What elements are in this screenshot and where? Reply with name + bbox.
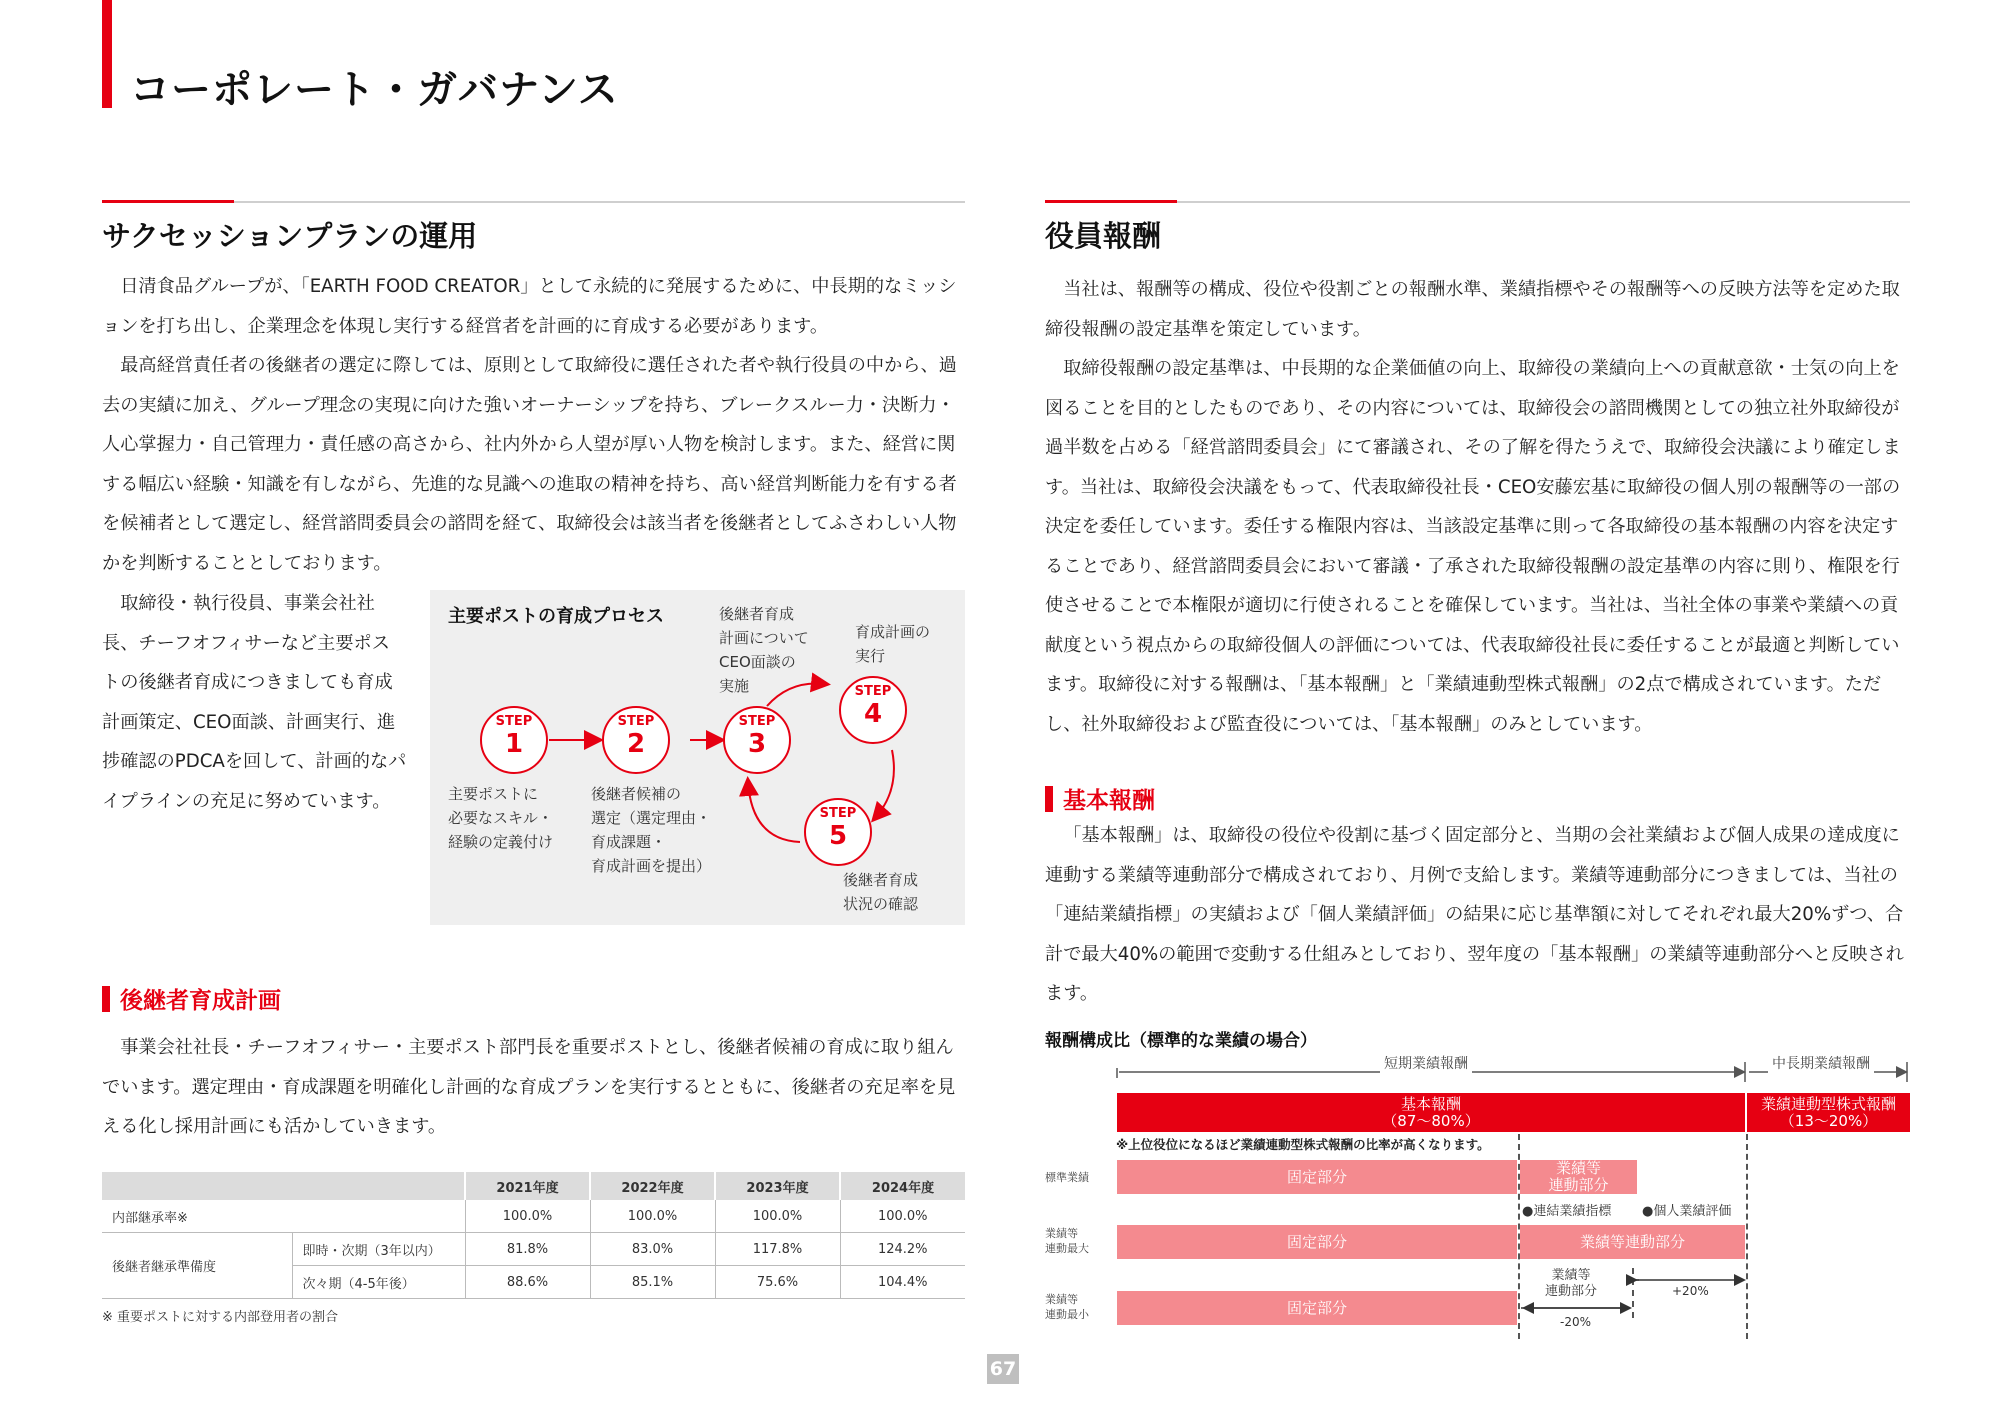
table-cell: 100.0% — [840, 1200, 965, 1233]
succession-side-text — [102, 584, 407, 821]
table-header-blank — [102, 1172, 465, 1200]
page-number: 67 — [987, 1354, 1019, 1384]
table-cell: 100.0% — [465, 1200, 590, 1233]
step-1-label: STEP 1 — [495, 714, 533, 759]
arrow-4-5 — [875, 750, 894, 818]
succession-title: サクセッションプランの運用 — [102, 219, 478, 253]
step-4-note: 育成計画の 実行 — [855, 623, 931, 665]
table-footnote: ※ 重要ポストに対する内部登用者の割合 — [102, 1310, 339, 1325]
succession-side-paragraph: 取締役・執行役員、事業会社社長、チーフオフィサーなど主要ポストの後継者育成につきましても育成計画策定、CEO面談、計画実行、進捗確認のPDCAを回して、計画的なパイプラインの充足に努めています。 — [102, 593, 407, 812]
table-cell: 83.0% — [590, 1233, 715, 1266]
header-accent-bar — [102, 0, 112, 108]
row-group-label: 後継者継承準備度 — [102, 1233, 292, 1299]
step-3-note: 後継者育成 計画について CEO面談の 実施 — [719, 605, 809, 695]
base-pay-body — [1045, 816, 1910, 1014]
table-cell: 81.8% — [465, 1233, 590, 1266]
step-2-note: 後継者候補の 選定（選定理由・ 育成課題・ 育成計画を提出） — [591, 785, 712, 875]
step-4-label: STEP 4 — [854, 684, 892, 729]
row-label-min: 業績等 連動最小 — [1045, 1293, 1089, 1321]
table-cell: 100.0% — [590, 1200, 715, 1233]
step-5-note: 後継者育成 状況の確認 — [843, 871, 919, 913]
row-label-max: 業績等 連動最大 — [1045, 1227, 1089, 1255]
process-diagram — [430, 590, 965, 925]
variable-part-bar: 業績等連動部分 — [1520, 1225, 1745, 1259]
step-1-note: 主要ポストに 必要なスキル・ 経験の定義付け — [448, 785, 554, 851]
table-cell: 124.2% — [840, 1233, 965, 1266]
chart-note: ※上位役位になるほど業績連動型株式報酬の比率が高くなります。 — [1116, 1137, 1490, 1152]
plan-body — [102, 1028, 965, 1147]
chart-title: 報酬構成比（標準的な業績の場合） — [1045, 1031, 1317, 1051]
compensation-paragraph-1: 当社は、報酬等の構成、役位や役割ごとの報酬水準、業績指標やその報酬等への反映方法等を定めた取締役報酬の設定基準を策定しています。 — [1045, 279, 1900, 340]
table-cell: 88.6% — [465, 1266, 590, 1299]
succession-table — [102, 1172, 965, 1299]
table-row — [102, 1200, 965, 1233]
base-pay-title: 基本報酬 — [1045, 782, 1155, 815]
table-cell: 100.0% — [715, 1200, 840, 1233]
succession-paragraph-1: 日清食品グループが、「EARTH FOOD CREATOR」として永続的に発展するために、中長期的なミッションを打ち出し、企業理念を体現し実行する経営者を計画的に育成する必要があります。 — [102, 276, 957, 337]
table-header-year: 2023年度 — [715, 1172, 840, 1200]
table-header-row — [102, 1172, 965, 1200]
table-header-year: 2022年度 — [590, 1172, 715, 1200]
minus-20-label: -20% — [1560, 1315, 1592, 1329]
compensation-title: 役員報酬 — [1045, 219, 1162, 253]
variable-part-label: 業績等 連動部分 — [1545, 1268, 1598, 1299]
section-rule-accent — [1045, 200, 1177, 203]
table-cell: 75.6% — [715, 1266, 840, 1299]
succession-body — [102, 267, 965, 583]
page-title: コーポレート・ガバナンス — [130, 67, 619, 113]
table-cell: 117.8% — [715, 1233, 840, 1266]
row-label: 内部継承率※ — [102, 1200, 465, 1233]
process-title: 主要ポストの育成プロセス — [448, 606, 664, 627]
plan-paragraph: 事業会社社長・チーフオフィサー・主要ポスト部門長を重要ポストとし、後継者候補の育成に取り組んでいます。選定理由・育成課題を明確化し計画的な育成プランを実行するとともに、後継者の充足率を見える化し採用計画にも活かしていきます。 — [102, 1037, 956, 1137]
table-header-year: 2021年度 — [465, 1172, 590, 1200]
long-term-label: 中長期業績報酬 — [1768, 1053, 1874, 1073]
fixed-part-bar: 固定部分 — [1117, 1225, 1517, 1259]
base-pay-bar: 基本報酬 （87〜80%） — [1117, 1093, 1745, 1132]
range-arrows — [1515, 1270, 1755, 1320]
arrow-5-3 — [748, 782, 800, 842]
compensation-body — [1045, 270, 1910, 744]
stock-comp-bar: 業績連動型株式報酬 （13〜20%） — [1747, 1093, 1910, 1132]
succession-paragraph-2: 最高経営責任者の後継者の選定に際しては、原則として取締役に選任された者や執行役員の中から、過去の実績に加え、グループ理念の実現に向けた強いオーナーシップを持ち、ブレークスルー力・決断力・人心掌握力・自己管理力・責任感の高さから、社内外から人望が厚い人物を検討します。また、経営に関する幅広い経験・知識を有しながら、先進的な見識への進取の精神を持ち、高い経営判断能力を有する者を候補者として選定し、経営諮問委員会の諮問を経て、取締役会は該当者を後継者としてふさわしい人物かを判断することとしております。 — [102, 355, 957, 574]
section-rule-accent — [102, 200, 234, 203]
short-term-label: 短期業績報酬 — [1380, 1053, 1472, 1073]
step-2-label: STEP 2 — [617, 714, 655, 759]
table-cell: 104.4% — [840, 1266, 965, 1299]
plan-title: 後継者育成計画 — [102, 982, 281, 1015]
row-label: 次々期（4-5年後） — [292, 1266, 465, 1299]
fixed-part-bar: 固定部分 — [1117, 1291, 1517, 1325]
plus-20-label: +20% — [1672, 1284, 1709, 1298]
step-5-label: STEP 5 — [819, 806, 857, 851]
table-cell: 85.1% — [590, 1266, 715, 1299]
legend-consolidated: ●連結業績指標 — [1522, 1204, 1612, 1219]
base-pay-paragraph: 「基本報酬」は、取締役の役位や役割に基づく固定部分と、当期の会社業績および個人成果の達成度に連動する業績等連動部分で構成されており、月例で支給します。業績等連動部分につきましては、当社の「連結業績指標」の実績および「個人業績評価」の結果に応じ基準額に対してそれぞれ最大20%ずつ、合計で最大40%の範囲で変動する仕組みとしており、翌年度の「基本報酬」の業績等連動部分へと反映されます。 — [1045, 825, 1904, 1004]
table-row — [102, 1233, 965, 1266]
table-header-year: 2024年度 — [840, 1172, 965, 1200]
step-3-label: STEP 3 — [738, 714, 776, 759]
variable-part-bar: 業績等 連動部分 — [1520, 1160, 1637, 1194]
compensation-paragraph-2: 取締役報酬の設定基準は、中長期的な企業価値の向上、取締役の業績向上への貢献意欲・士気の向上を図ることを目的としたものであり、その内容については、取締役会の諮問機関としての独立社外取締役が過半数を占める「経営諮問委員会」にて審議され、その了解を得たうえで、取締役会決議により確定します。当社は、取締役会決議をもって、代表取締役社長・CEO安藤宏基に取締役の個人別の報酬等の一部の決定を委任しています。委任する権限内容は、当該設定基準に則って各取締役の基本報酬の内容を決定することであり、経営諮問委員会において審議・了承された取締役報酬の設定基準の内容に則り、権限を行使させることで本権限が適切に行使されることを確保しています。当社は、当社全体の事業や業績への貢献度という視点からの取締役個人の評価については、代表取締役社長に委任することが最適と判断しています。取締役に対する報酬は、「基本報酬」と「業績連動型株式報酬」の2点で構成されています。ただし、社外取締役および監査役については、「基本報酬」のみとしています。 — [1045, 358, 1901, 735]
row-label: 即時・次期（3年以内） — [292, 1233, 465, 1266]
legend-individual: ●個人業績評価 — [1642, 1204, 1732, 1219]
fixed-part-bar: 固定部分 — [1117, 1160, 1517, 1194]
row-label-standard: 標準業績 — [1045, 1171, 1089, 1184]
